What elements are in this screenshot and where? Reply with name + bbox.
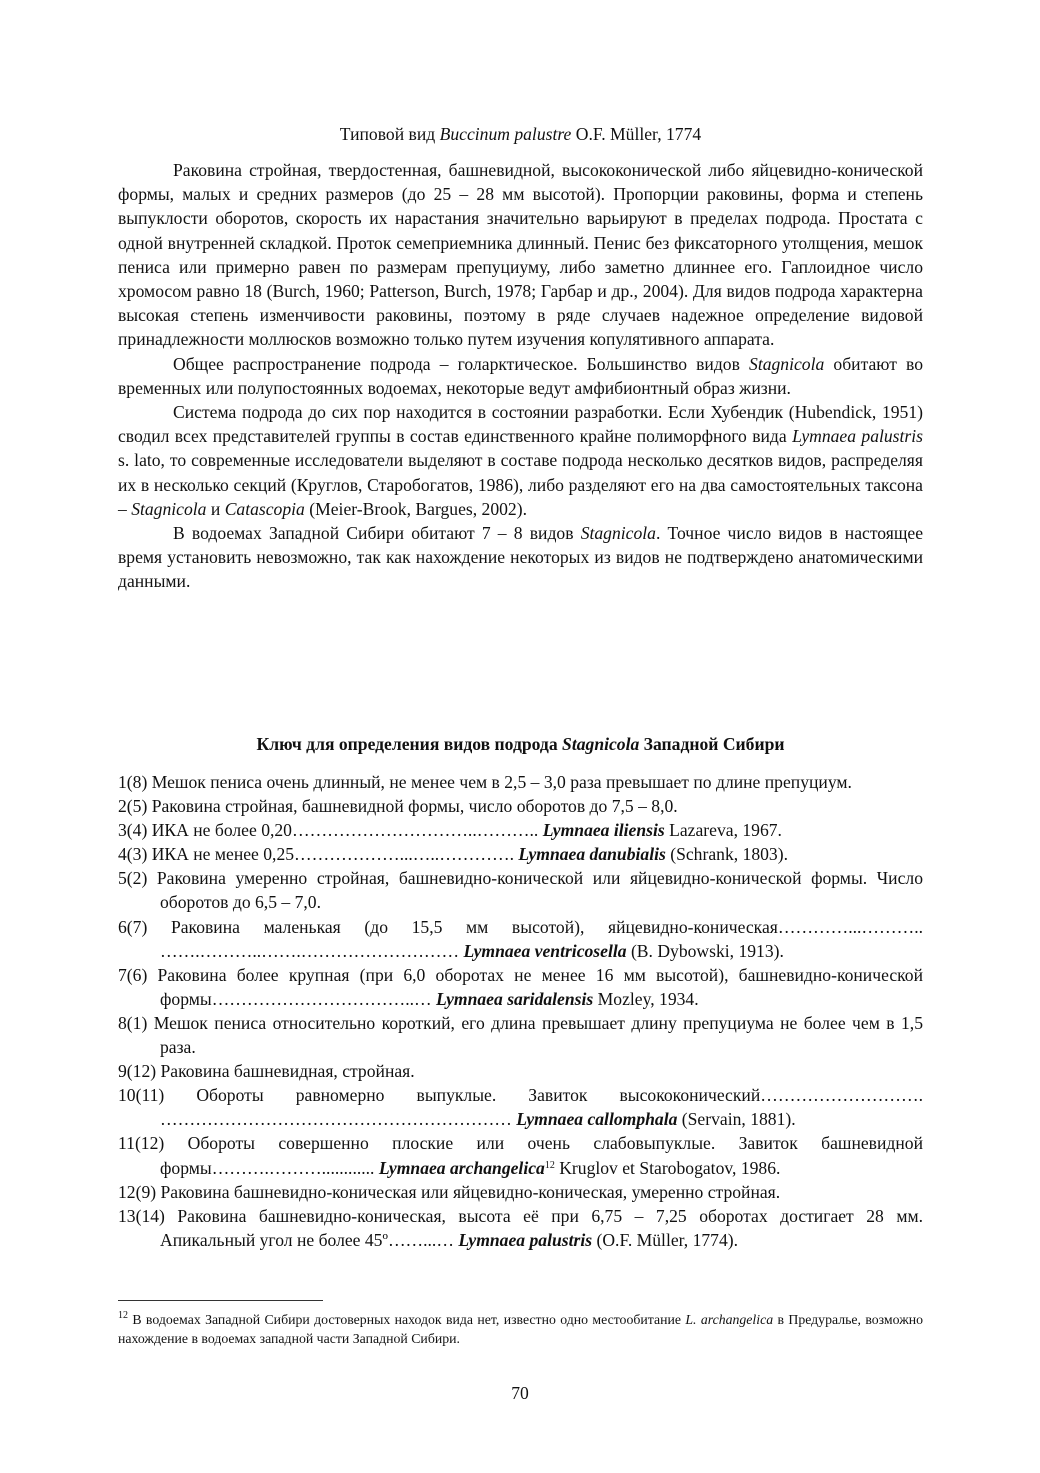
- footnote-number: 12: [118, 1310, 128, 1321]
- footnote: $^{12}$ В водоемах Западной Сибири достоверных находок вида нет, известно одно местообитание L. archangelica в Предуралье, возможно нахождение в водоемах западной части Западной Сибири.: [118, 1310, 924, 1346]
- key-entry-12: 12(9) Раковина башневидно-коническая или яйцевидно-коническая, умеренно стройная.: [118, 1181, 781, 1202]
- key-entry-11: 11(12) Обороты совершенно плоские или очень слабовыпуклые. Завиток башневидной формы……….………............ Lymnaea archangelica$^{12}$ Kruglov et Starobogatov, 1986.: [118, 1133, 923, 1178]
- paragraph-distribution: Общее распространение подрода – голарктическое. Большинство видов Stagnicola обитают во временных или полупостоянных водоемах, некоторые ведут амфибионтный образ жизни.: [118, 353, 923, 398]
- footnote-reference[interactable]: 12: [544, 1159, 555, 1171]
- type-species-heading: Типовой вид Buccinum palustre O.F. Müller, 1774: [339, 124, 702, 144]
- paragraph-west-siberia: В водоемах Западной Сибири обитают 7 – 8 видов Stagnicola. Точное число видов в настоящее время установить невозможно, так как нахождение некоторых из видов не подтверждено анатомическими данными.: [118, 523, 924, 592]
- key-entry-6: 6(7) Раковина маленькая (до 15,5 мм высотой), яйцевидно-коническая…………...……….. …….………..…….……………………… Lymnaea ventricosella (B. Dybowski, 1913).: [118, 916, 923, 961]
- key-entry-9: 9(12) Раковина башневидная, стройная.: [118, 1061, 415, 1082]
- key-entry-5: 5(2) Раковина умеренно стройная, башневидно-конической или яйцевидно-конической формы. Число оборотов до 6,5 – 7,0.: [118, 868, 923, 913]
- key-entry-10: 10(11) Обороты равномерно выпуклые. Завиток высококонический………………………. …………………………………………………… Lymnaea callomphala (Servain, 1881).: [118, 1085, 923, 1130]
- key-entry-3: 3(4) ИКА не более 0,20…………………………..……….. Lymnaea iliensis Lazareva, 1967.: [118, 820, 782, 841]
- identification-key: [118, 770, 923, 1252]
- page-number: 70: [511, 1383, 529, 1403]
- paragraph-system: Система подрода до сих пор находится в состоянии разработки. Если Хубендик (Hubendick, 1951) сводил всех представителей группы в состав единственного крайне полиморфного вида Lymnaea palustris s. lato, то современные исследователи выделяют в составе подрода несколько десятков видов, распределяя их в несколько секций (Круглов, Старобогатов, 1986), либо разделяют его на два самостоятельных таксона – Stagnicola и Catascopia (Meier-Brook, Bargues, 2002).: [118, 402, 924, 519]
- body-text: [118, 158, 923, 594]
- footnote-divider: [118, 1300, 323, 1301]
- key-title: Ключ для определения видов подрода Stagnicola Западной Сибири: [256, 734, 785, 754]
- key-entry-2: 2(5) Раковина стройная, башневидной формы, число оборотов до 7,5 – 8,0.: [118, 796, 678, 817]
- paragraph-description: Раковина стройная, твердостенная, башневидной, высококонической либо яйцевидно-конической формы, малых и средних размеров (до 25 – 28 мм высотой). Пропорции раковины, форма и степень выпуклости оборотов, скорость их нарастания значительно варьируют в пределах подрода. Простата с одной внутренней складкой. Проток семеприемника длинный. Пенис без фиксаторного утолщения, мешок пениса или примерно равен по размерам препуциуму, либо заметно длиннее его. Гаплоидное число хромосом равно 18 (Burch, 1960; Patterson, Burch, 1978; Гарбар и др., 2004). Для видов подрода характерна высокая степень изменчивости раковины, поэтому в ряде случаев надежное определение видовой принадлежности моллюсков возможно только путем изучения копулятивного аппарата.: [118, 160, 923, 350]
- key-entry-4: 4(3) ИКА не менее 0,25………………...…..…………. Lymnaea danubialis (Schrank, 1803).: [118, 844, 788, 865]
- key-entry-8: 8(1) Мешок пениса относительно короткий, его длина превышает длину препуциума не более чем в 1,5 раза.: [118, 1012, 923, 1058]
- key-entry-1: 1(8) Мешок пениса очень длинный, не менее чем в 2,5 – 3,0 раза превышает по длине препуциум.: [118, 772, 852, 792]
- key-entry-13: 13(14) Раковина башневидно-коническая, высота её при 6,75 – 7,25 оборотах достигает 28 мм. Апикальный угол не более 45º……...… Lymnaea palustris (O.F. Müller, 1774).: [118, 1205, 923, 1250]
- key-entry-7: 7(6) Раковина более крупная (при 6,0 оборотах не менее 16 мм высотой), башневидно-конической формы……………………………..… Lymnaea saridalensis Mozley, 1934.: [118, 964, 923, 1009]
